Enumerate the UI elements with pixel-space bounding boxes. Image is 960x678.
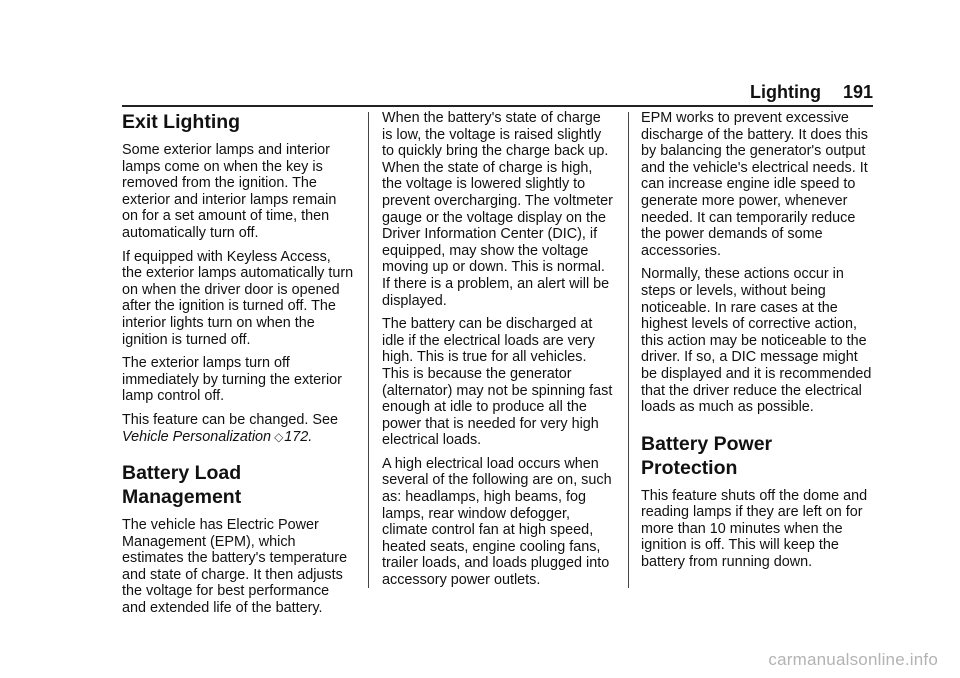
battery-power-paragraph-1: This feature shuts off the dome and reading lamps if they are left on for more than 10 minutes when the ignition is off. This will keep the battery from running down. — [641, 487, 868, 571]
battery-load-paragraph-5: EPM works to prevent excessive discharge of the battery. It does this by balancing the generator's output and the vehicle's electrical needs. It can increase engine idle speed to generate more power, whenever needed. It can temporarily reduce the power demands of some accessories. — [641, 110, 868, 259]
column-divider-1 — [368, 112, 369, 588]
exit-lighting-paragraph-1: Some exterior lamps and interior lamps come on when the key is removed from the ignition. The exterior and interior lamps remain on for a set amount of time, then automatically turn off. — [122, 142, 337, 241]
watermark: carmanualsonline.info — [768, 650, 938, 669]
exit-lighting-paragraph-3: The exterior lamps turn off immediately by turning the exterior lamp control off. — [122, 355, 342, 405]
column-3 — [641, 110, 873, 578]
reference-title: Vehicle Personalization — [122, 428, 272, 445]
battery-power-heading: Battery Power Protection — [641, 432, 773, 479]
column-2 — [382, 110, 614, 596]
battery-load-paragraph-6: Normally, these actions occur in steps or levels, without being noticeable. In rare cases at the highest levels of corrective action, this action may be noticeable to the driver. If so, a DIC message might be displayed and it is recommended that the driver reduce the electrical loads as much as possible. — [641, 266, 872, 416]
battery-load-paragraph-2: When the battery's state of charge is low, the voltage is raised slightly to quickly bring the charge back up. When the state of charge is high, the voltage is lowered slightly to prevent overcharging. The voltmeter gauge or the voltage display on the Driver Information Center (DIC), if equipped, may show the voltage moving up or down. This is normal. If there is a problem, an alert will be displayed. — [382, 110, 613, 309]
vehicle-personalization-link[interactable] — [122, 429, 312, 445]
column-1 — [122, 110, 354, 624]
exit-lighting-paragraph-4 — [122, 412, 354, 445]
battery-load-paragraph-3: The battery can be discharged at idle if the electrical loads are very high. This is true for all vehicles. This is because the generator (alternator) may not be spinning fast enough at idle to produce all the power that is needed for very high electrical loads. — [382, 316, 613, 449]
header-rule — [122, 105, 873, 107]
column-divider-2 — [628, 112, 629, 588]
battery-load-paragraph-1: The vehicle has Electric Power Management (EPM), which estimates the battery's temperature and state of charge. It then adjusts the voltage for best performance and extended life of the battery. — [122, 517, 348, 617]
page-reference-icon: ◇ — [274, 429, 284, 444]
battery-load-paragraph-4: A high electrical load occurs when several of the following are on, such as: headlamps, high beams, fog lamps, rear window defogger, climate control fan at high speed, heated seats, engine cooling fans, trailer loads, and loads plugged into accessory power outlets. — [382, 455, 612, 589]
battery-load-heading: Battery Load Management — [122, 462, 242, 509]
section-title: Lighting — [749, 82, 821, 102]
reference-page: 172. — [284, 428, 313, 445]
exit-lighting-paragraph-2: If equipped with Keyless Access, the exterior lamps automatically turn on when the driver door is opened after the ignition is turned off. The interior lights turn on when the ignition is turned off. — [122, 248, 354, 348]
page-number: 191 — [842, 82, 873, 102]
exit-lighting-heading: Exit Lighting — [122, 111, 241, 133]
page-header — [750, 82, 873, 103]
see-reference-prefix: This feature can be changed. See — [122, 411, 339, 428]
